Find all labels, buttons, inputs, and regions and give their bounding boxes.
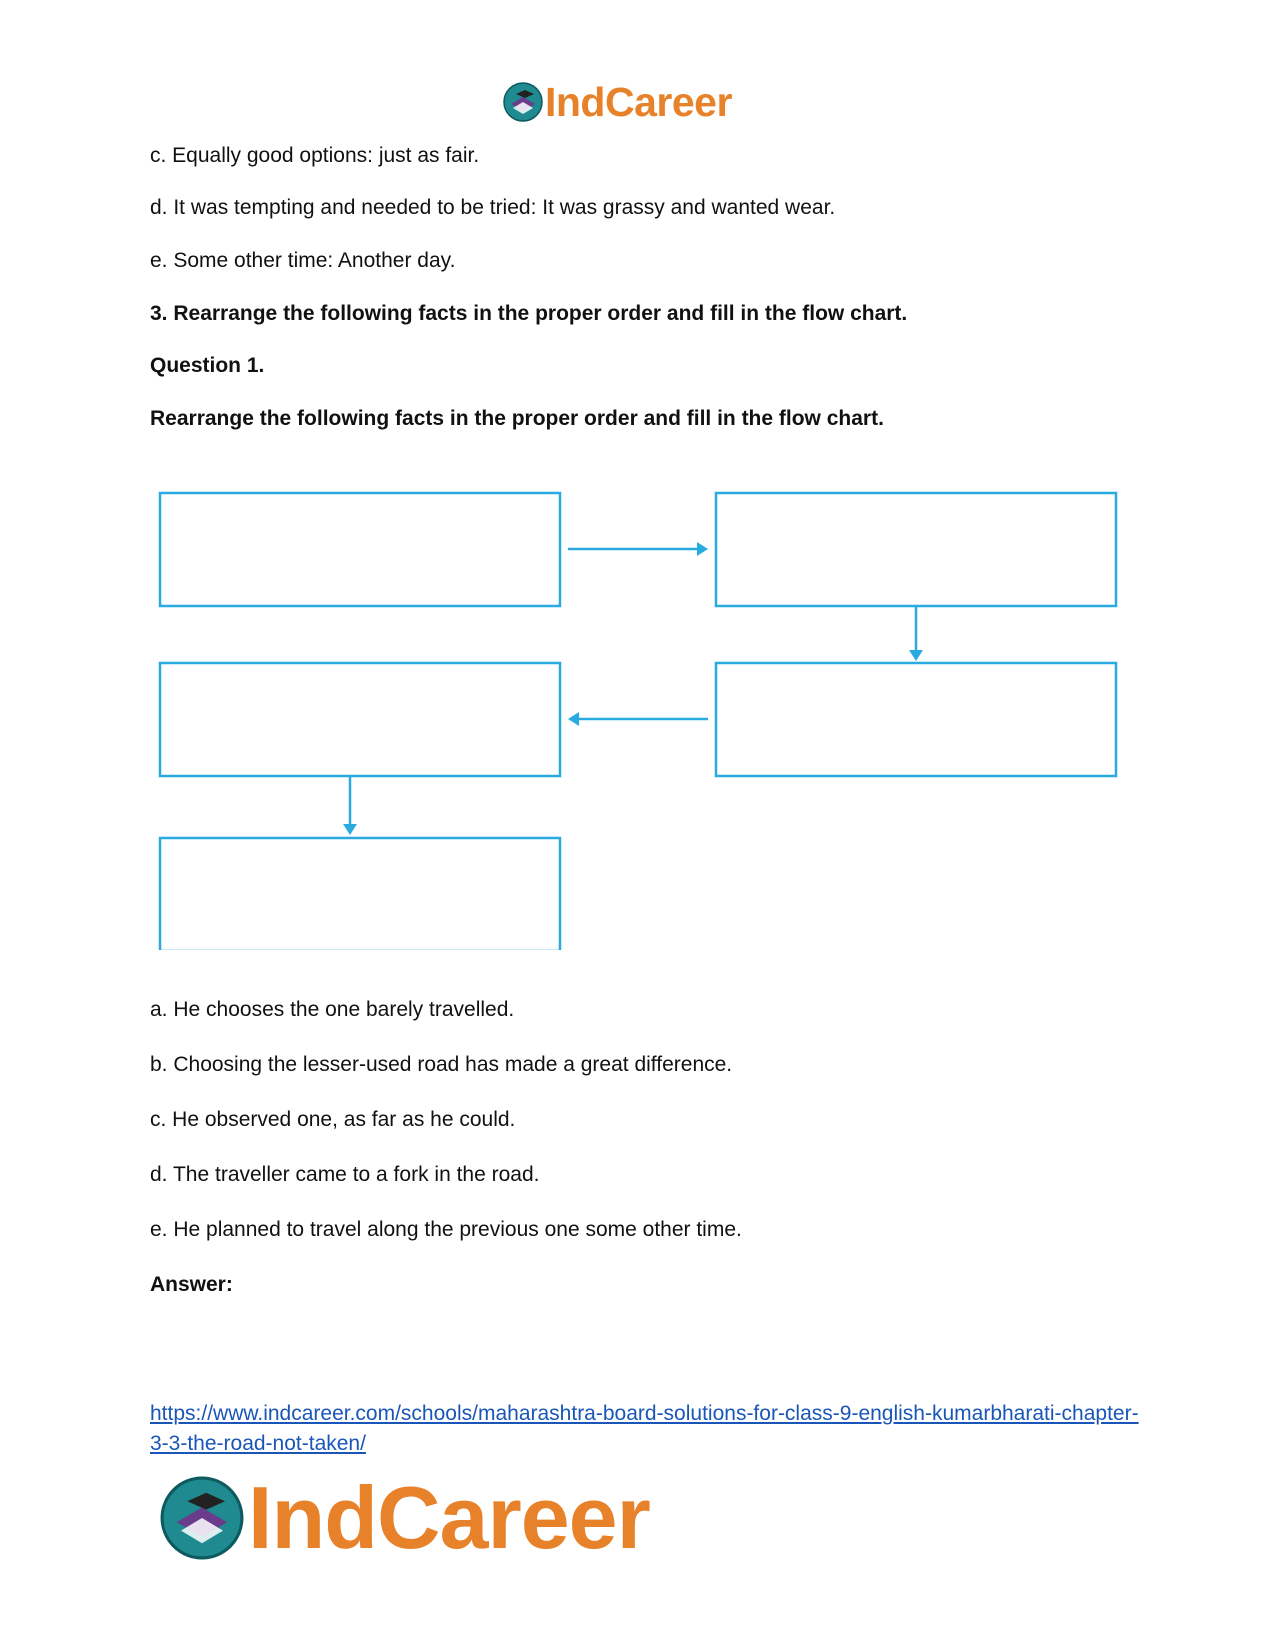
arrow-down-right [909, 606, 923, 661]
globe-book-icon [160, 1476, 244, 1560]
arrow-left [568, 712, 708, 726]
arrow-right [568, 542, 708, 556]
flow-box-3 [716, 663, 1116, 776]
header-logo [503, 78, 732, 126]
answer-label: Answer: [150, 1273, 233, 1296]
arrow-down-left [343, 776, 357, 835]
footer-logo [160, 1468, 650, 1568]
brand-name: IndCareer [248, 1468, 650, 1567]
fact-a: a. He chooses the one barely travelled. [150, 998, 515, 1021]
answer-line-e: e. Some other time: Another day. [150, 249, 456, 272]
question-text: Rearrange the following facts in the proper order and fill in the flow chart. [150, 407, 884, 430]
section-heading: 3. Rearrange the following facts in the proper order and fill in the flow chart. [150, 302, 908, 325]
flow-box-1 [160, 493, 560, 606]
answer-line-c: c. Equally good options: just as fair. [150, 144, 480, 167]
fact-b: b. Choosing the lesser-used road has made a great difference. [150, 1053, 733, 1076]
brand-name: IndCareer [545, 78, 732, 125]
flow-box-5 [160, 838, 560, 950]
flow-chart [150, 480, 1130, 950]
question-label: Question 1. [150, 354, 265, 377]
source-link[interactable]: https://www.indcareer.com/schools/maharashtra-board-solutions-for-class-9-english-kumarbharati-chapter-3-3-the-road-not-taken/ [150, 1402, 1139, 1455]
fact-d: d. The traveller came to a fork in the road. [150, 1163, 540, 1186]
globe-book-icon [503, 82, 543, 122]
fact-e: e. He planned to travel along the previous one some other time. [150, 1218, 742, 1241]
answer-line-d: d. It was tempting and needed to be tried: It was grassy and wanted wear. [150, 196, 836, 219]
flow-box-4 [160, 663, 560, 776]
fact-c: c. He observed one, as far as he could. [150, 1108, 516, 1131]
flow-box-2 [716, 493, 1116, 606]
